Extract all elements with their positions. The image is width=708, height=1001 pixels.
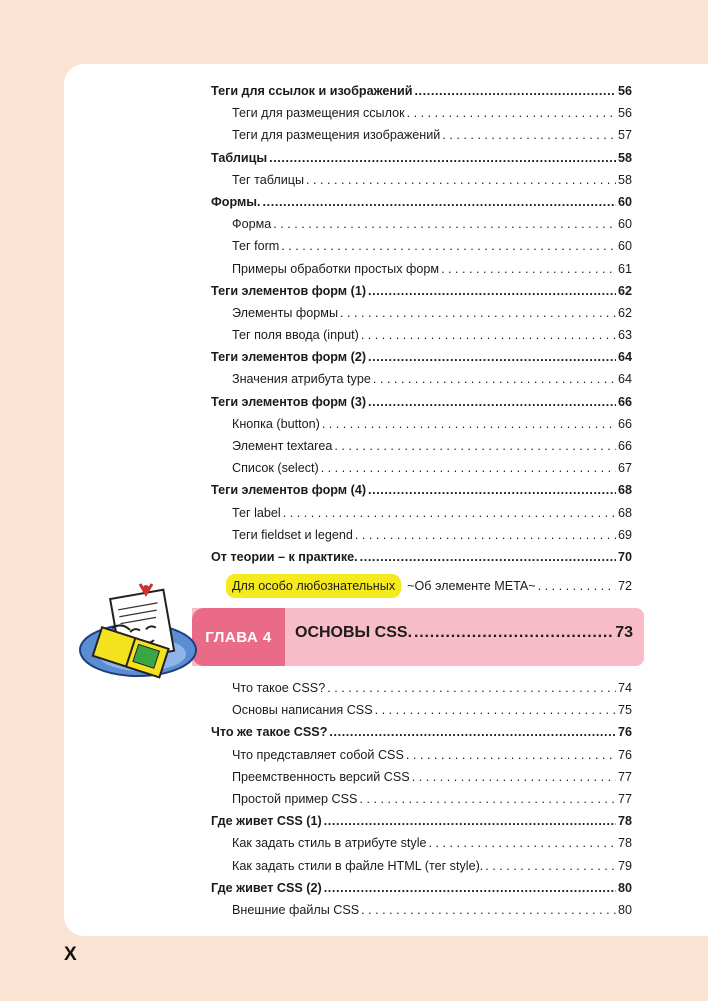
toc-section-row[interactable] (211, 346, 632, 368)
toc-subsection-row[interactable] (211, 744, 632, 766)
toc-page-number: 77 (617, 769, 632, 784)
toc-dot-leader (373, 368, 616, 390)
toc-subsection-row[interactable] (211, 302, 632, 324)
toc-page-number: 74 (617, 681, 632, 695)
toc-page-number: 60 (617, 239, 632, 254)
toc-list-bottom (211, 677, 632, 921)
chapter-page-number: 73 (615, 624, 633, 641)
toc-dot-leader (322, 413, 616, 435)
toc-dot-leader (412, 766, 616, 788)
toc-dot-leader (263, 191, 616, 213)
toc-subsection-row[interactable] (211, 124, 632, 146)
toc-subsection-title: Преемственность версий CSS (232, 769, 410, 784)
toc-subsection-title: Как задать стиль в атрибуте style (232, 836, 427, 851)
toc-dot-leader (361, 324, 616, 346)
toc-subsection-row[interactable] (211, 855, 632, 877)
toc-subsection-row[interactable] (211, 524, 632, 546)
toc-special-title: ~Об элементе META~ (407, 579, 536, 593)
toc-subsection-row[interactable] (211, 213, 632, 235)
toc-subsection-title: Основы написания CSS (232, 703, 373, 718)
toc-page-number: 70 (617, 549, 632, 564)
toc-special-row[interactable] (211, 574, 632, 596)
chapter-title-row[interactable] (295, 624, 633, 642)
toc-page-number: 77 (617, 791, 632, 806)
toc-section-row[interactable] (211, 280, 632, 302)
toc-dot-leader (407, 102, 616, 124)
toc-section-row[interactable] (211, 810, 632, 832)
toc-dot-leader (441, 258, 616, 280)
toc-dot-leader (368, 479, 616, 501)
toc-page-number: 80 (617, 902, 632, 917)
toc-section-title: Где живет CSS (2) (211, 880, 322, 895)
toc-page-number: 66 (617, 416, 632, 431)
toc-section-title: Где живет CSS (1) (211, 814, 322, 829)
toc-dot-leader (327, 677, 616, 699)
toc-page-number: 78 (617, 836, 632, 851)
toc-subsection-row[interactable] (211, 457, 632, 479)
toc-section-title: Теги элементов форм (4) (211, 483, 367, 498)
toc-dot-leader (359, 788, 616, 810)
toc-dot-leader (324, 810, 616, 832)
toc-dot-leader (429, 832, 616, 854)
toc-subsection-title: Форма (232, 217, 272, 232)
toc-subsection-title: Внешние файлы CSS (232, 902, 360, 917)
toc-dot-leader (306, 169, 616, 191)
toc-subsection-title: Элемент textarea (232, 439, 333, 453)
toc-dot-leader (329, 721, 616, 743)
toc-dot-leader (360, 546, 616, 568)
toc-subsection-row[interactable] (211, 368, 632, 390)
toc-special-row-wrap (211, 574, 632, 596)
toc-subsection-row[interactable] (211, 435, 632, 457)
toc-dot-leader (340, 302, 616, 324)
toc-page-number: 75 (617, 703, 632, 718)
toc-subsection-title: Тег поля ввода (input) (232, 328, 359, 343)
toc-dot-leader (283, 502, 616, 524)
toc-page-number: 64 (617, 372, 632, 387)
toc-dot-leader (485, 855, 616, 877)
toc-dot-leader (375, 699, 616, 721)
toc-page-number: 56 (617, 106, 632, 121)
toc-subsection-row[interactable] (211, 899, 632, 921)
toc-subsection-title: Примеры обработки простых форм (232, 261, 440, 276)
toc-page-number: 66 (617, 394, 632, 409)
toc-page-number: 69 (617, 527, 632, 542)
toc-page-number: 62 (617, 283, 632, 298)
toc-section-title: Теги элементов форм (3) (211, 394, 367, 409)
toc-page-number: 76 (617, 747, 632, 762)
toc-section-row[interactable] (211, 479, 632, 501)
toc-subsection-row[interactable] (211, 102, 632, 124)
toc-section-row[interactable] (211, 147, 632, 169)
toc-page-number: 61 (617, 261, 632, 276)
toc-page-number: 78 (617, 814, 632, 829)
toc-section-title: Таблицы (211, 150, 268, 165)
toc-dot-leader (269, 147, 616, 169)
toc-section-title: Теги для ссылок и изображений (211, 84, 413, 98)
toc-page-number: 66 (617, 439, 632, 453)
toc-subsection-title: Тег label (232, 505, 281, 520)
toc-section-row[interactable] (211, 721, 632, 743)
toc-dot-leader (538, 575, 616, 597)
toc-subsection-row[interactable] (211, 258, 632, 280)
book-mascot-icon (72, 580, 202, 690)
toc-page-number: 80 (617, 880, 632, 895)
toc-dot-leader (281, 235, 616, 257)
toc-subsection-row[interactable] (211, 832, 632, 854)
toc-dot-leader (273, 213, 616, 235)
toc-dot-leader (321, 457, 616, 479)
toc-dot-leader (324, 877, 616, 899)
toc-subsection-title: Элементы формы (232, 305, 339, 320)
toc-subsection-title: Что представляет собой CSS (232, 747, 404, 762)
toc-subsection-title: Простой пример CSS (232, 791, 358, 806)
toc-dot-leader (442, 124, 616, 146)
toc-section-row[interactable] (211, 391, 632, 413)
toc-list-top (211, 80, 632, 568)
toc-page-number: 68 (617, 505, 632, 520)
toc-subsection-row[interactable] (211, 235, 632, 257)
toc-section-row[interactable] (211, 546, 632, 568)
toc-section-row[interactable] (211, 191, 632, 213)
chapter-label: ГЛАВА 4 (192, 608, 285, 666)
toc-page-number: 57 (617, 128, 632, 143)
toc-page-number: 79 (617, 858, 632, 873)
toc-subsection-row[interactable] (211, 788, 632, 810)
toc-subsection-row[interactable] (211, 169, 632, 191)
toc-page-number: 60 (617, 194, 632, 209)
toc-dot-leader (414, 80, 616, 102)
toc-page-number: 58 (617, 150, 632, 165)
toc-subsection-row[interactable] (211, 677, 632, 699)
toc-subsection-row[interactable] (211, 324, 632, 346)
chapter-title: ОСНОВЫ CSS. (295, 624, 413, 641)
toc-dot-leader (368, 391, 616, 413)
toc-page-number: 64 (617, 350, 632, 365)
toc-section-title: Теги элементов форм (1) (211, 283, 367, 298)
toc-subsection-title: Кнопка (button) (232, 416, 320, 431)
toc-section-row[interactable] (211, 877, 632, 899)
toc-page-number: 62 (617, 305, 632, 320)
toc-page-number: 76 (617, 725, 632, 740)
curious-highlight: Для особо любознательных (226, 574, 401, 598)
toc-page-number: 72 (617, 579, 632, 593)
toc-section-title: От теории – к практике. (211, 549, 358, 564)
toc-section-title: Что же такое CSS? (211, 725, 328, 740)
toc-subsection-row[interactable] (211, 699, 632, 721)
toc-subsection-row[interactable] (211, 413, 632, 435)
toc-section-title: Теги элементов форм (2) (211, 350, 367, 365)
toc-dot-leader (361, 899, 616, 921)
toc-section-row[interactable] (211, 80, 632, 102)
toc-subsection-title: Тег form (232, 239, 280, 254)
toc-subsection-title: Теги для размещения изображений (232, 128, 441, 143)
toc-dot-leader (334, 435, 616, 457)
toc-page-number: 68 (617, 483, 632, 498)
toc-subsection-title: Тег таблицы (232, 172, 305, 187)
toc-subsection-row[interactable] (211, 502, 632, 524)
toc-page-number: 60 (617, 217, 632, 232)
chapter-dot-leader (414, 624, 613, 642)
toc-subsection-title: Теги fieldset и legend (232, 527, 353, 542)
toc-page-number: 58 (617, 172, 632, 187)
toc-subsection-title: Теги для размещения ссылок (232, 106, 405, 121)
toc-dot-leader (406, 744, 616, 766)
toc-page-number: 67 (617, 461, 632, 476)
toc-subsection-title: Значения атрибута type (232, 372, 371, 387)
toc-dot-leader (355, 524, 616, 546)
toc-subsection-title: Что такое CSS? (232, 681, 326, 695)
toc-subsection-title: Как задать стили в файле HTML (тег style). (232, 858, 484, 873)
toc-subsection-row[interactable] (211, 766, 632, 788)
toc-page-number: 56 (617, 84, 632, 98)
toc-dot-leader (368, 280, 616, 302)
toc-page-number: 63 (617, 328, 632, 343)
toc-subsection-title: Список (select) (232, 461, 319, 476)
page-number: X (64, 944, 77, 965)
toc-section-title: Формы. (211, 194, 261, 209)
toc-dot-leader (368, 346, 616, 368)
